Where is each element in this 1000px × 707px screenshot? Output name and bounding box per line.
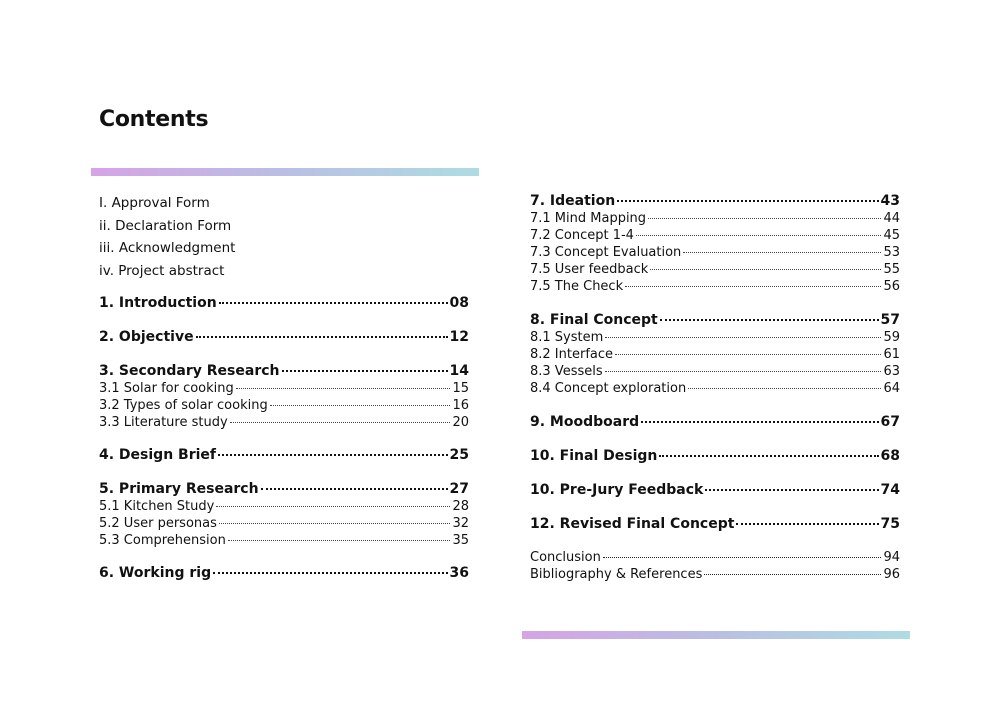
chapter-title: 9. Moodboard (530, 414, 640, 430)
subsection-page: 59 (883, 330, 900, 345)
chapter-title: 3. Secondary Research (99, 363, 280, 379)
toc-subsection-row[interactable] (99, 397, 469, 414)
subsection-title: 7.2 Concept 1-4 (530, 228, 634, 243)
prelim-item: iii. Acknowledgment (99, 240, 236, 256)
subsection-title: 8.2 Interface (530, 347, 614, 362)
chapter-page: 14 (449, 363, 469, 379)
toc-chapter-row[interactable] (530, 311, 900, 329)
prelim-item: iv. Project abstract (99, 262, 225, 279)
subsection-page: 63 (883, 364, 900, 379)
chapter-page: 68 (880, 448, 900, 464)
chapter-page: 74 (880, 482, 900, 498)
toc-subsection-row[interactable] (99, 515, 469, 532)
subsection-page: 35 (452, 533, 469, 548)
toc-chapter-row[interactable] (99, 564, 469, 582)
subsection-title: 3.1 Solar for cooking (99, 381, 234, 396)
dot-leader (704, 574, 881, 575)
toc-chapter-row[interactable] (99, 480, 469, 498)
toc-chapter-row[interactable] (530, 515, 900, 533)
subsection-page: 20 (452, 415, 469, 430)
dot-leader (603, 557, 882, 558)
subsection-page: 32 (452, 516, 469, 531)
toc-subsection-row[interactable] (530, 227, 900, 244)
dot-leader (270, 405, 451, 406)
chapter-page: 12 (449, 329, 469, 345)
dot-leader (219, 523, 451, 524)
dot-leader (648, 218, 881, 219)
chapter-title: 10. Final Design (530, 448, 658, 464)
chapter-page: 36 (449, 565, 469, 581)
dot-leader (650, 269, 881, 270)
end-matter-title: Conclusion (530, 550, 601, 565)
dot-leader (216, 506, 450, 507)
chapter-title: 1. Introduction (99, 295, 217, 311)
end-matter-title: Bibliography & References (530, 567, 703, 582)
dot-leader (236, 388, 451, 389)
dot-leader (605, 371, 882, 372)
toc-subsection-row[interactable] (530, 278, 900, 295)
toc-subsection-row[interactable] (530, 380, 900, 397)
toc-subsection-row[interactable] (99, 380, 469, 397)
toc-end-matter-row[interactable] (530, 566, 900, 583)
toc-end-matter-row[interactable] (530, 549, 900, 566)
dot-leader (641, 421, 878, 423)
contents-right-column (530, 192, 900, 583)
toc-subsection-row[interactable] (530, 363, 900, 380)
toc-chapter-row[interactable] (530, 447, 900, 465)
dot-leader (282, 370, 448, 372)
subsection-title: 3.3 Literature study (99, 415, 228, 430)
dot-leader (230, 422, 451, 423)
toc-subsection-row[interactable] (99, 414, 469, 431)
subsection-title: 8.1 System (530, 330, 604, 345)
dot-leader (615, 354, 881, 355)
subsection-page: 44 (883, 211, 900, 226)
dot-leader (261, 488, 448, 490)
subsection-title: 7.5 User feedback (530, 262, 649, 277)
chapter-title: 4. Design Brief (99, 447, 217, 463)
chapter-title: 2. Objective (99, 329, 194, 345)
subsection-title: 5.2 User personas (99, 516, 217, 531)
subsection-page: 28 (452, 499, 469, 514)
subsection-title: 3.2 Types of solar cooking (99, 398, 268, 413)
toc-chapter-row[interactable] (530, 481, 900, 499)
toc-subsection-row[interactable] (530, 261, 900, 278)
chapter-title: 10. Pre-Jury Feedback (530, 482, 704, 498)
dot-leader (218, 454, 448, 456)
toc-chapter-row[interactable] (99, 446, 469, 464)
prelim-item: I. Approval Form (99, 195, 210, 211)
dot-leader (688, 388, 881, 389)
dot-leader (617, 200, 878, 202)
chapter-title: 7. Ideation (530, 193, 616, 209)
subsection-page: 45 (883, 228, 900, 243)
subsection-page: 61 (883, 347, 900, 362)
subsection-title: 7.5 The Check (530, 279, 624, 294)
prelim-item: ii. Declaration Form (99, 217, 232, 234)
toc-subsection-row[interactable] (530, 346, 900, 363)
chapter-page: 43 (880, 193, 900, 209)
dot-leader (625, 286, 881, 287)
dot-leader (683, 252, 881, 253)
toc-chapter-row[interactable] (99, 294, 469, 312)
chapter-title: 5. Primary Research (99, 481, 259, 497)
toc-chapter-row[interactable] (99, 362, 469, 380)
toc-subsection-row[interactable] (99, 532, 469, 549)
subsection-title: 8.4 Concept exploration (530, 381, 687, 396)
contents-left-column (99, 192, 469, 582)
subsection-page: 53 (883, 245, 900, 260)
chapter-title: 6. Working rig (99, 565, 212, 581)
toc-subsection-row[interactable] (530, 244, 900, 261)
chapter-title: 12. Revised Final Concept (530, 516, 735, 532)
chapter-page: 25 (449, 447, 469, 463)
toc-chapter-row[interactable] (530, 413, 900, 431)
dot-leader (228, 540, 451, 541)
chapter-title: 8. Final Concept (530, 312, 658, 328)
toc-chapter-row[interactable] (99, 328, 469, 346)
dot-leader (605, 337, 881, 338)
toc-subsection-row[interactable] (530, 210, 900, 227)
decorative-gradient-bar-bottom (522, 631, 910, 639)
end-matter-page: 96 (883, 567, 900, 582)
toc-subsection-row[interactable] (99, 498, 469, 515)
chapter-page: 67 (880, 414, 900, 430)
chapter-page: 57 (880, 312, 900, 328)
dot-leader (705, 489, 878, 491)
chapter-page: 27 (449, 481, 469, 497)
subsection-page: 56 (883, 279, 900, 294)
subsection-page: 16 (452, 398, 469, 413)
dot-leader (736, 523, 878, 525)
dot-leader (660, 319, 879, 321)
chapter-page: 75 (880, 516, 900, 532)
page-title: Contents (99, 107, 209, 132)
dot-leader (213, 572, 447, 574)
chapter-page: 08 (449, 295, 469, 311)
dot-leader (659, 455, 878, 457)
end-matter-page: 94 (883, 550, 900, 565)
decorative-gradient-bar-top (91, 168, 479, 176)
subsection-title: 5.1 Kitchen Study (99, 499, 215, 514)
dot-leader (219, 302, 448, 304)
subsection-title: 7.3 Concept Evaluation (530, 245, 682, 260)
subsection-title: 5.3 Comprehension (99, 533, 226, 548)
toc-subsection-row[interactable] (530, 329, 900, 346)
subsection-page: 55 (883, 262, 900, 277)
subsection-title: 8.3 Vessels (530, 364, 603, 379)
subsection-page: 15 (452, 381, 469, 396)
dot-leader (636, 235, 882, 236)
toc-chapter-row[interactable] (530, 192, 900, 210)
subsection-title: 7.1 Mind Mapping (530, 211, 647, 226)
subsection-page: 64 (883, 381, 900, 396)
dot-leader (196, 336, 448, 338)
